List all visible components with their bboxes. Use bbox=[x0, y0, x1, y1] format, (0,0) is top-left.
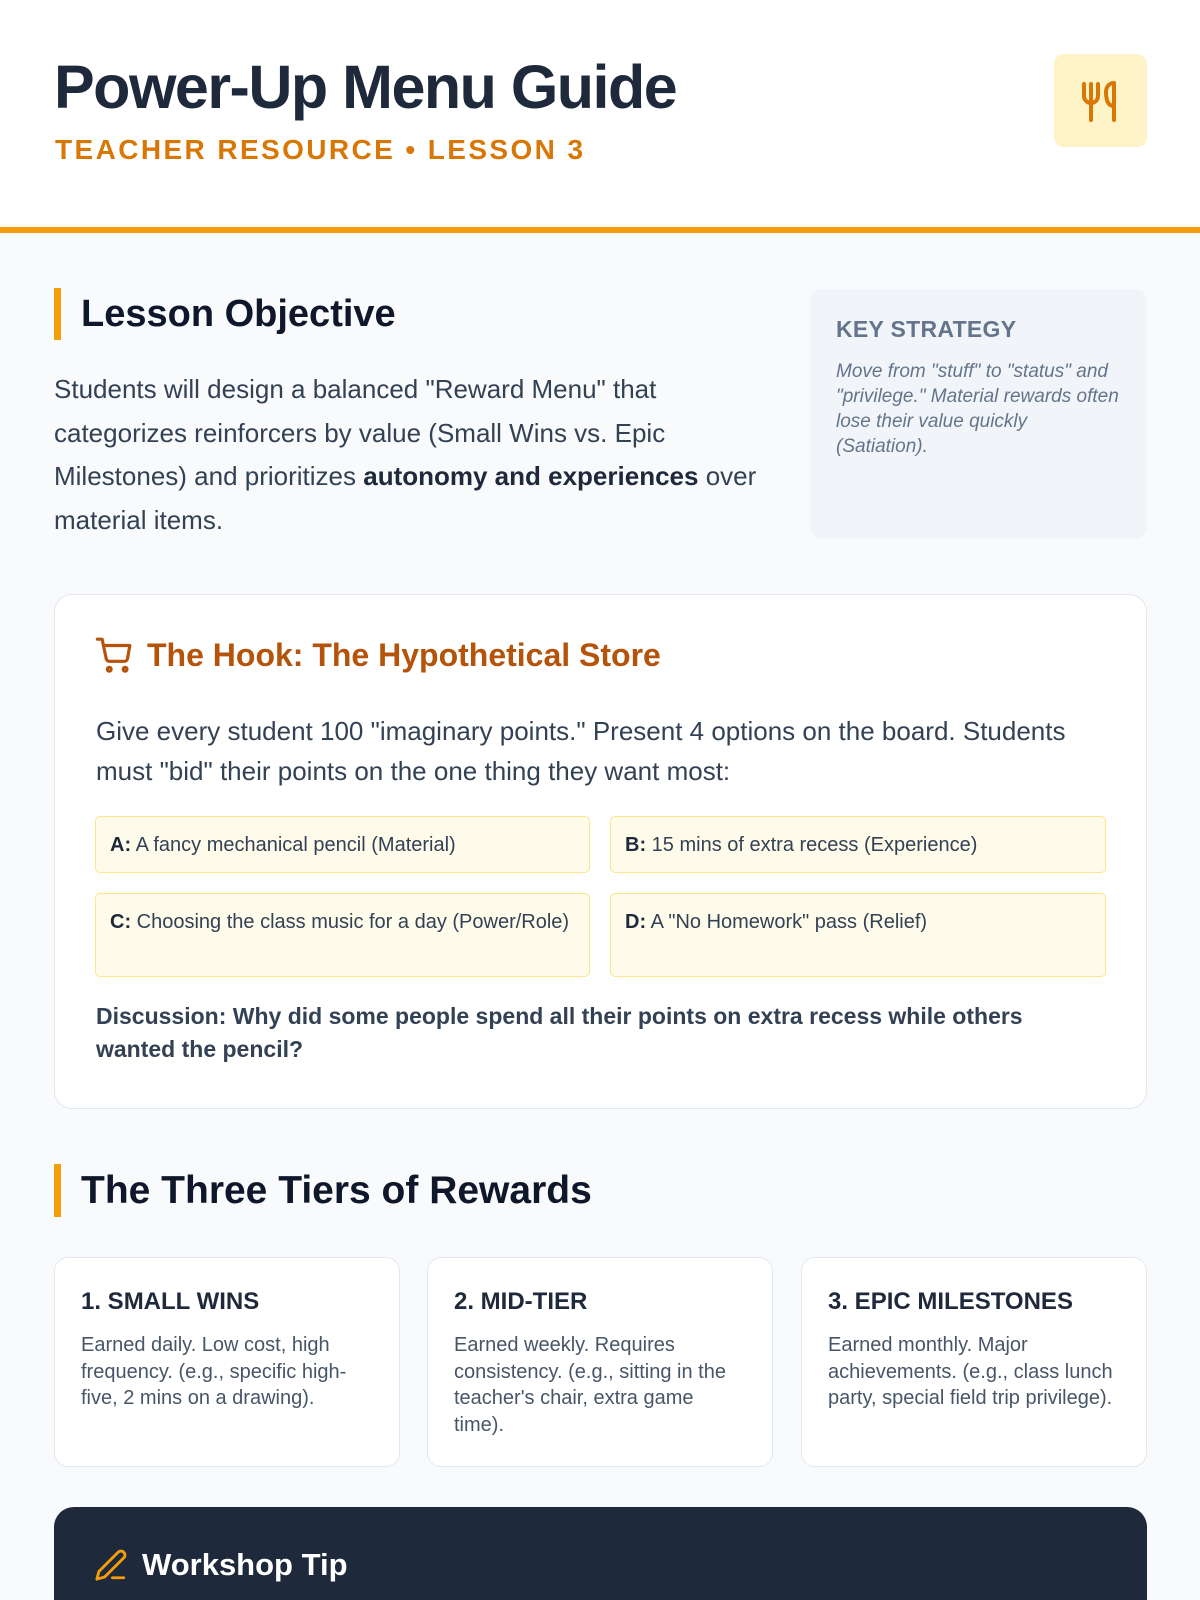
tier-card-mid-tier bbox=[427, 1257, 773, 1467]
objective-text-end: over material items. bbox=[54, 461, 757, 535]
tier-description: Earned daily. Low cost, high frequency. (e.g., specific high-five, 2 mins on a drawing). bbox=[81, 1334, 347, 1409]
tier-name: 2. MID-TIER bbox=[454, 1288, 588, 1315]
tier-description: Earned weekly. Requires consistency. (e.g., sitting in the teacher's chair, extra game time). bbox=[454, 1334, 726, 1436]
option-text: A "No Homework" pass (Relief) bbox=[650, 911, 928, 933]
pencil-icon bbox=[94, 1548, 128, 1582]
hook-discussion: Discussion: Why did some people spend all their points on extra recess while others wanted the pencil? bbox=[96, 1003, 1023, 1062]
hook-title: The Hook: The Hypothetical Store bbox=[147, 636, 661, 673]
hook-option-a bbox=[95, 816, 590, 873]
objective-heading: Lesson Objective bbox=[54, 288, 396, 340]
page-header bbox=[0, 0, 1200, 233]
workshop-tip-panel bbox=[54, 1507, 1147, 1600]
key-strategy-label: KEY STRATEGY bbox=[836, 316, 1017, 342]
tier-card-epic-milestones bbox=[801, 1257, 1147, 1467]
option-text: A fancy mechanical pencil (Material) bbox=[135, 834, 456, 856]
page-subtitle: TEACHER RESOURCE • LESSON 3 bbox=[55, 134, 586, 165]
key-strategy-box bbox=[810, 289, 1147, 539]
shopping-cart-icon bbox=[95, 636, 133, 674]
option-text: Choosing the class music for a day (Power/Role) bbox=[136, 911, 570, 933]
hook-option-b bbox=[610, 816, 1106, 873]
page-title: Power-Up Menu Guide bbox=[54, 53, 677, 121]
utensils-icon bbox=[1076, 76, 1126, 126]
option-letter: B: bbox=[625, 834, 647, 856]
option-letter: C: bbox=[110, 911, 132, 933]
hook-option-d bbox=[610, 893, 1106, 977]
objective-text-emphasis: autonomy and experiences bbox=[363, 461, 699, 491]
hook-option-c bbox=[95, 893, 590, 977]
workshop-tip-title-row bbox=[94, 1545, 348, 1585]
option-text: 15 mins of extra recess (Experience) bbox=[651, 834, 978, 856]
option-letter: D: bbox=[625, 911, 647, 933]
hook-intro: Give every student 100 "imaginary points." Present 4 options on the board. Students must "bid" their points on the one thing they want most: bbox=[96, 716, 1066, 786]
tier-name: 3. EPIC MILESTONES bbox=[828, 1288, 1073, 1315]
tier-name: 1. SMALL WINS bbox=[81, 1288, 260, 1315]
objective-text bbox=[54, 368, 774, 542]
hook-card bbox=[54, 594, 1147, 1109]
option-letter: A: bbox=[110, 834, 132, 856]
objective-text-start: Students will design a balanced "Reward Menu" that categorizes reinforcers by value (Small Wins vs. Epic Milestones) and prioritizes bbox=[54, 374, 666, 491]
hook-title-row bbox=[95, 637, 661, 673]
workshop-tip-title: Workshop Tip bbox=[142, 1547, 348, 1582]
tier-card-small-wins bbox=[54, 1257, 400, 1467]
tier-description: Earned monthly. Major achievements. (e.g., class lunch party, special field trip privilege). bbox=[828, 1334, 1113, 1409]
key-strategy-text: Move from "stuff" to "status" and "privilege." Material rewards often lose their value quickly (Satiation). bbox=[836, 361, 1119, 457]
logo-badge bbox=[1054, 54, 1147, 147]
tiers-heading: The Three Tiers of Rewards bbox=[54, 1164, 592, 1217]
